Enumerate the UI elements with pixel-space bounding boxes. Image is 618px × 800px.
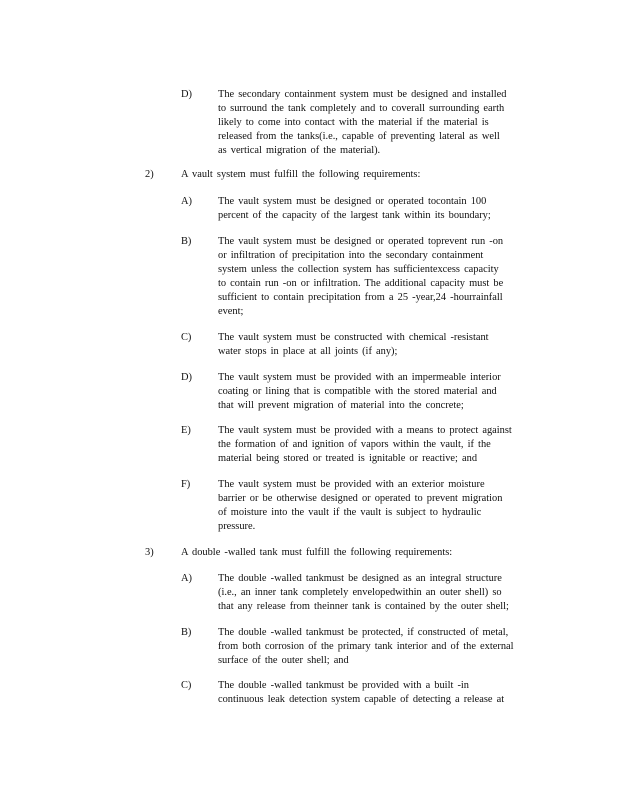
item-label: E) <box>181 425 191 436</box>
item-line: of moisture into the vault if the vault is subject to hydraulic <box>218 507 482 518</box>
item-text <box>218 626 538 668</box>
item-label: 2) <box>145 169 154 180</box>
item-line: The vault system must be provided with an impermeable interior <box>218 372 501 383</box>
item-line: that will prevent migration of material into the concrete; <box>218 400 464 411</box>
item-line: coating or lining that is compatible with the stored material and <box>218 386 497 397</box>
item-text <box>218 331 538 359</box>
item-label: B) <box>181 627 192 638</box>
item-line: The double -walled tankmust be provided with a built -in <box>218 680 469 691</box>
item-line: The secondary containment system must be designed and installed <box>218 89 507 100</box>
item-line: (i.e., an inner tank completely envelopedwithin an outer shell) so <box>218 587 502 598</box>
item-line: from both corrosion of the primary tank interior and of the external <box>218 641 514 652</box>
item-line: that any release from theinner tank is contained by the outer shell; <box>218 601 509 612</box>
item-label: 3) <box>145 547 154 558</box>
item-text <box>181 546 541 560</box>
item-label: C) <box>181 332 192 343</box>
item-line: A vault system must fulfill the following requirements: <box>181 169 421 180</box>
item-line: sufficient to contain precipitation from a 25 -year,24 -hourrainfall <box>218 292 503 303</box>
item-text <box>218 235 538 319</box>
item-line: to surround the tank completely and to coverall surrounding earth <box>218 103 505 114</box>
item-line: The vault system must be provided with a means to protect against <box>218 425 512 436</box>
item-line: released from the tanks(i.e., capable of preventing lateral as well <box>218 131 500 142</box>
item-text <box>218 195 538 223</box>
item-line: material being stored or treated is ignitable or reactive; and <box>218 453 478 464</box>
item-label: A) <box>181 573 192 584</box>
item-label: F) <box>181 479 191 490</box>
item-line: continuous leak detection system capable of detecting a release at <box>218 694 505 705</box>
item-line: percent of the capacity of the largest tank within its boundary; <box>218 210 491 221</box>
item-text <box>218 371 538 413</box>
item-text <box>218 88 538 158</box>
item-text <box>218 679 538 707</box>
item-label: D) <box>181 89 192 100</box>
item-line: The vault system must be designed or operated toprevent run -on <box>218 236 504 247</box>
item-line: The vault system must be designed or operated tocontain 100 <box>218 196 487 207</box>
item-line: likely to come into contact with the material if the material is <box>218 117 489 128</box>
item-line: system unless the collection system has sufficientexcess capacity <box>218 264 499 275</box>
item-line: event; <box>218 306 244 317</box>
item-line: the formation of and ignition of vapors within the vault, if the <box>218 439 491 450</box>
item-line: The double -walled tankmust be designed as an integral structure <box>218 573 502 584</box>
item-line: A double -walled tank must fulfill the following requirements: <box>181 547 453 558</box>
item-line: to contain run -on or infiltration. The additional capacity must be <box>218 278 504 289</box>
item-text <box>218 424 538 466</box>
item-label: B) <box>181 236 192 247</box>
item-line: surface of the outer shell; and <box>218 655 349 666</box>
item-text <box>218 478 538 534</box>
item-line: pressure. <box>218 521 256 532</box>
item-line: The vault system must be constructed with chemical -resistant <box>218 332 489 343</box>
item-text <box>218 572 538 614</box>
item-line: as vertical migration of the material). <box>218 145 381 156</box>
item-line: The double -walled tankmust be protected, if constructed of metal, <box>218 627 509 638</box>
item-line: water stops in place at all joints (if any); <box>218 346 398 357</box>
item-line: or infiltration of precipitation into the secondary containment <box>218 250 484 261</box>
item-text <box>181 168 541 182</box>
item-label: D) <box>181 372 192 383</box>
item-label: C) <box>181 680 192 691</box>
item-line: barrier or be otherwise designed or operated to prevent migration <box>218 493 503 504</box>
item-label: A) <box>181 196 192 207</box>
item-line: The vault system must be provided with an exterior moisture <box>218 479 485 490</box>
